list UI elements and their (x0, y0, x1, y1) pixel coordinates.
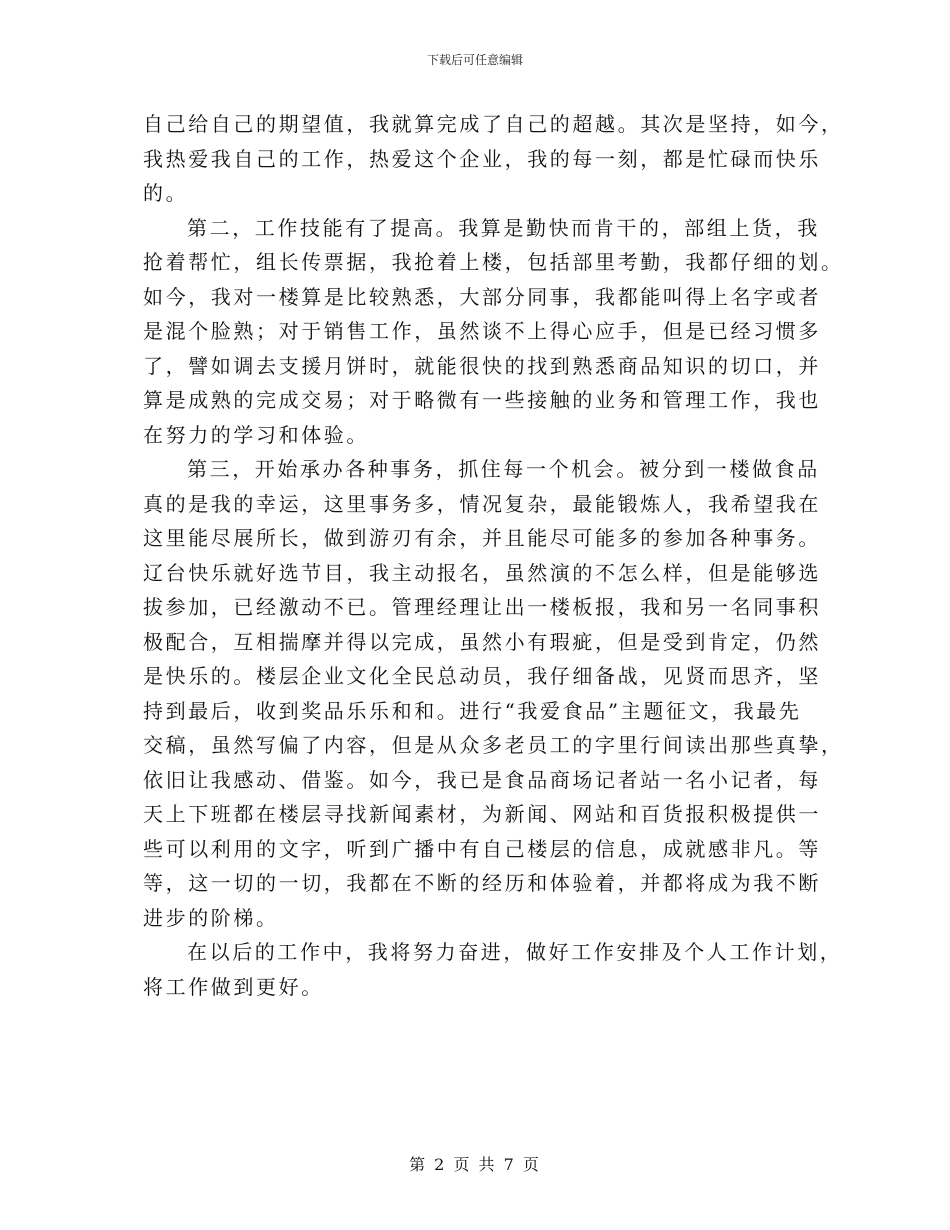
text-line: 抢着帮忙，组长传票据，我抢着上楼，包括部里考勤，我都仔细的划。 (143, 250, 844, 274)
text-line: 这里能尽展所长，做到游刃有余，并且能尽可能多的参加各种事务。 (143, 526, 821, 550)
text-line: 如今，我对一楼算是比较熟悉，大部分同事，我都能叫得上名字或者 (143, 284, 821, 309)
text-line: 进步的阶梯。 (143, 905, 279, 930)
text-line: 极配合，互相揣摩并得以完成，虽然小有瑕疵，但是受到肯定，仍然 (143, 629, 821, 654)
paragraph-1 (143, 107, 844, 211)
text-line: 辽台快乐就好选节目，我主动报名，虽然演的不怎么样，但是能够选 (143, 560, 821, 585)
paragraph-3 (143, 452, 844, 935)
text-line: 交稿，虽然写偏了内容，但是从众多老员工的字里行间读出那些真挚， (143, 733, 844, 757)
text-line: 的。 (143, 181, 189, 205)
text-line: 在以后的工作中，我将努力奋进，做好工作安排及个人工作计划， (187, 940, 843, 964)
text-line: 自己给自己的期望值，我就算完成了自己的超越。其次是坚持，如今， (143, 112, 844, 136)
text-line: 等，这一切的一切，我都在不断的经历和体验着，并都将成为我不断 (143, 871, 821, 895)
text-line: 些可以利用的文字，听到广播中有自己楼层的信息，成就感非凡。等 (143, 836, 821, 861)
text-line: 是快乐的。楼层企业文化全民总动员，我仔细备战，见贤而思齐，坚 (143, 664, 821, 688)
text-line: 我热爱我自己的工作，热爱这个企业，我的每一刻，都是忙碌而快乐 (143, 146, 821, 171)
paragraph-2 (143, 211, 844, 453)
document-body (143, 107, 844, 1004)
text-line: 第二，工作技能有了提高。我算是勤快而肯干的，部组上货，我 (187, 215, 820, 240)
text-line: 拔参加，已经激动不已。管理经理让出一楼板报，我和另一名同事积 (143, 595, 821, 619)
page-number-footer: 第 2 页 共 7 页 (409, 1155, 541, 1174)
paragraph-4 (143, 935, 843, 1004)
text-line: 在努力的学习和体验。 (143, 422, 369, 447)
text-line: 真的是我的幸运，这里事务多，情况复杂，最能锻炼人，我希望我在 (143, 491, 821, 516)
text-line: 天上下班都在楼层寻找新闻素材，为新闻、网站和百货报积极提供一 (143, 802, 821, 826)
text-line: 持到最后，收到奖品乐乐和和。进行“我爱食品”主题征文，我最先 (143, 698, 802, 723)
text-line: 了，譬如调去支援月饼时，就能很快的找到熟悉商品知识的切口，并 (143, 353, 821, 378)
text-line: 依旧让我感动、借鉴。如今，我已是食品商场记者站一名小记者，每 (143, 767, 821, 792)
page-header: 下载后可任意编辑 (426, 53, 523, 67)
text-line: 算是成熟的完成交易；对于略微有一些接触的业务和管理工作，我也 (143, 388, 821, 412)
text-line: 是混个脸熟；对于销售工作，虽然谈不上得心应手，但是已经习惯多 (143, 319, 821, 343)
text-line: 第三，开始承办各种事务，抓住每一个机会。被分到一楼做食品 (187, 457, 820, 481)
text-line: 将工作做到更好。 (143, 974, 324, 999)
